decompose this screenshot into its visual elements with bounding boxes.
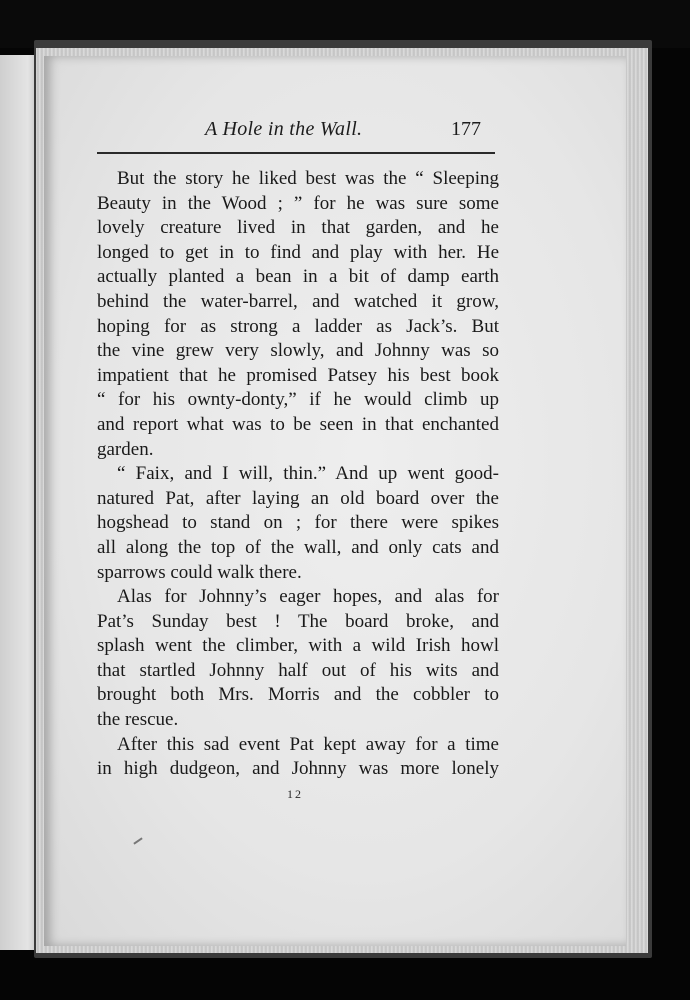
text-line: that startled Johnny half out of his wits and: [97, 659, 499, 681]
text-line: “ for his ownty-donty,” if he would climb up: [97, 389, 499, 411]
text-line: the rescue.: [97, 709, 179, 731]
body-text: [97, 167, 499, 782]
text-line: and report what was to be seen in that enchanted: [97, 413, 499, 435]
running-head-title: A Hole in the Wall.: [205, 118, 363, 140]
text-line: actually planted a bean in a bit of damp earth: [97, 266, 499, 288]
text-line: sparrows could walk there.: [97, 561, 302, 583]
text-line: After this sad event Pat kept away for a time: [117, 733, 499, 755]
text-line: impatient that he promised Patsey his best book: [97, 364, 499, 386]
text-line: Beauty in the Wood ; ” for he was sure some: [97, 192, 499, 214]
text-line: hoping for as strong a ladder as Jack’s. But: [97, 315, 499, 337]
text-line: in high dudgeon, and Johnny was more lonely: [97, 758, 499, 780]
page-number: 177: [451, 118, 481, 140]
text-line: brought both Mrs. Morris and the cobbler to: [97, 684, 499, 706]
text-line: garden.: [97, 438, 154, 460]
signature-mark: 12: [287, 787, 303, 801]
header-rule: [97, 152, 495, 154]
text-line: But the story he liked best was the “ Sleeping: [117, 168, 499, 189]
text-line: splash went the climber, with a wild Irish howl: [97, 635, 499, 657]
text-line: longed to get in to find and play with her. He: [97, 241, 499, 263]
text-line: Pat’s Sunday best ! The board broke, and: [97, 610, 499, 632]
text-line: behind the water-barrel, and watched it grow,: [97, 290, 499, 312]
text-line: Alas for Johnny’s eager hopes, and alas for: [117, 586, 499, 608]
text-line: all along the top of the wall, and only cats and: [97, 536, 499, 558]
text-line: the vine grew very slowly, and Johnny was so: [97, 340, 499, 362]
text-line: natured Pat, after laying an old board over the: [97, 487, 499, 509]
text-line: lovely creature lived in that garden, and he: [97, 217, 499, 239]
text-line: “ Faix, and I will, thin.” And up went good-: [117, 463, 499, 485]
text-line: hogshead to stand on ; for there were spikes: [97, 512, 499, 534]
